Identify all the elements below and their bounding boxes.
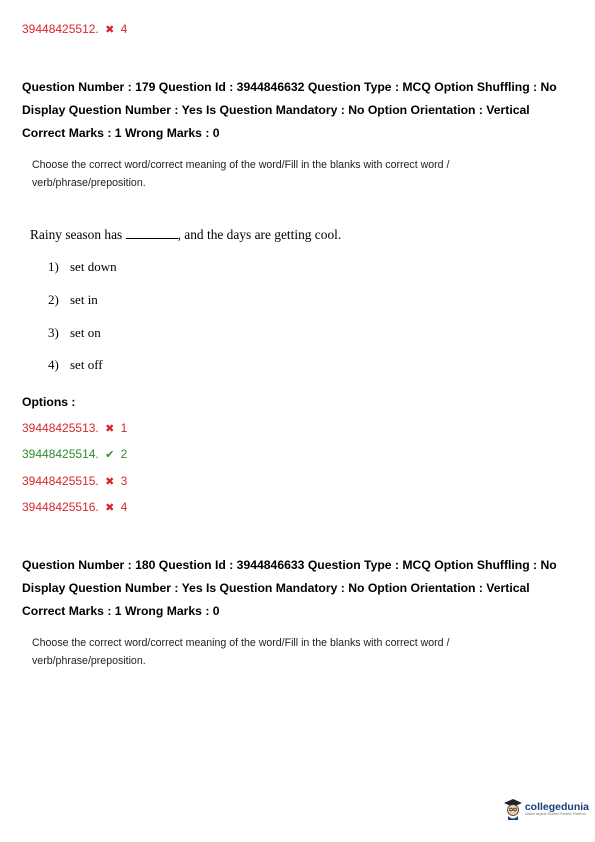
option-id: 39448425514. xyxy=(22,447,99,461)
question-header xyxy=(22,554,557,623)
check-icon: ✔ xyxy=(105,449,115,461)
fill-blank xyxy=(126,228,178,239)
logo-tagline: India's largest Student Review Platform xyxy=(524,811,586,816)
option-id: 39448425515. xyxy=(22,474,99,488)
option-number: 3 xyxy=(120,474,128,488)
choice-text: set on xyxy=(70,325,101,340)
choice-number: 2) xyxy=(48,292,59,307)
question-header-line2: Display Question Number : Yes Is Question Mandatory : No Option Orientation : Vertical xyxy=(22,581,530,595)
logo-name: collegedunia xyxy=(524,800,589,813)
choice-item xyxy=(48,357,103,373)
sentence-after: , and the days are getting cool. xyxy=(177,227,342,242)
cross-icon: ✖ xyxy=(105,24,115,36)
choice-number: 1) xyxy=(48,259,59,274)
option-row-correct xyxy=(22,447,127,461)
question-header-line1: Question Number : 180 Question Id : 3944846633 Question Type : MCQ Option Shuffling : No xyxy=(22,558,557,572)
cross-icon: ✖ xyxy=(105,476,115,488)
option-number: 2 xyxy=(120,447,128,461)
choice-item xyxy=(48,292,98,308)
choice-text: set down xyxy=(70,259,117,274)
option-row xyxy=(22,421,127,435)
option-number: 4 xyxy=(120,500,128,514)
option-row xyxy=(22,500,127,514)
option-number: 4 xyxy=(120,22,128,36)
options-label: Options : xyxy=(22,395,76,409)
choice-text: set off xyxy=(70,357,103,372)
instruction-line1: Choose the correct word/correct meaning of the word/Fill in the blanks with correct word / xyxy=(32,159,450,171)
question-marks: Correct Marks : 1 Wrong Marks : 0 xyxy=(22,604,220,618)
choice-number: 3) xyxy=(48,325,59,340)
choice-number: 4) xyxy=(48,357,59,372)
option-id: 39448425516. xyxy=(22,500,99,514)
instruction-line2: verb/phrase/preposition. xyxy=(32,655,146,667)
option-id: 39448425513. xyxy=(22,421,99,435)
mascot-icon xyxy=(503,798,523,820)
question-header xyxy=(22,76,557,145)
cross-icon: ✖ xyxy=(105,502,115,514)
question-header-line2: Display Question Number : Yes Is Question Mandatory : No Option Orientation : Vertical xyxy=(22,103,530,117)
instruction-line2: verb/phrase/preposition. xyxy=(32,177,146,189)
option-row xyxy=(22,22,127,36)
cross-icon: ✖ xyxy=(105,423,115,435)
option-number: 1 xyxy=(120,421,128,435)
choice-text: set in xyxy=(70,292,98,307)
option-row xyxy=(22,474,127,488)
question-instruction xyxy=(32,634,452,670)
choice-item xyxy=(48,325,101,341)
instruction-line1: Choose the correct word/correct meaning of the word/Fill in the blanks with correct word / xyxy=(32,637,450,649)
question-marks: Correct Marks : 1 Wrong Marks : 0 xyxy=(22,126,220,140)
question-sentence xyxy=(30,227,341,243)
question-instruction xyxy=(32,156,452,192)
sentence-before: Rainy season has xyxy=(30,227,123,242)
option-id: 39448425512. xyxy=(22,22,99,36)
collegedunia-logo xyxy=(503,798,589,820)
choice-item xyxy=(48,259,117,275)
question-header-line1: Question Number : 179 Question Id : 3944846632 Question Type : MCQ Option Shuffling : No xyxy=(22,80,557,94)
